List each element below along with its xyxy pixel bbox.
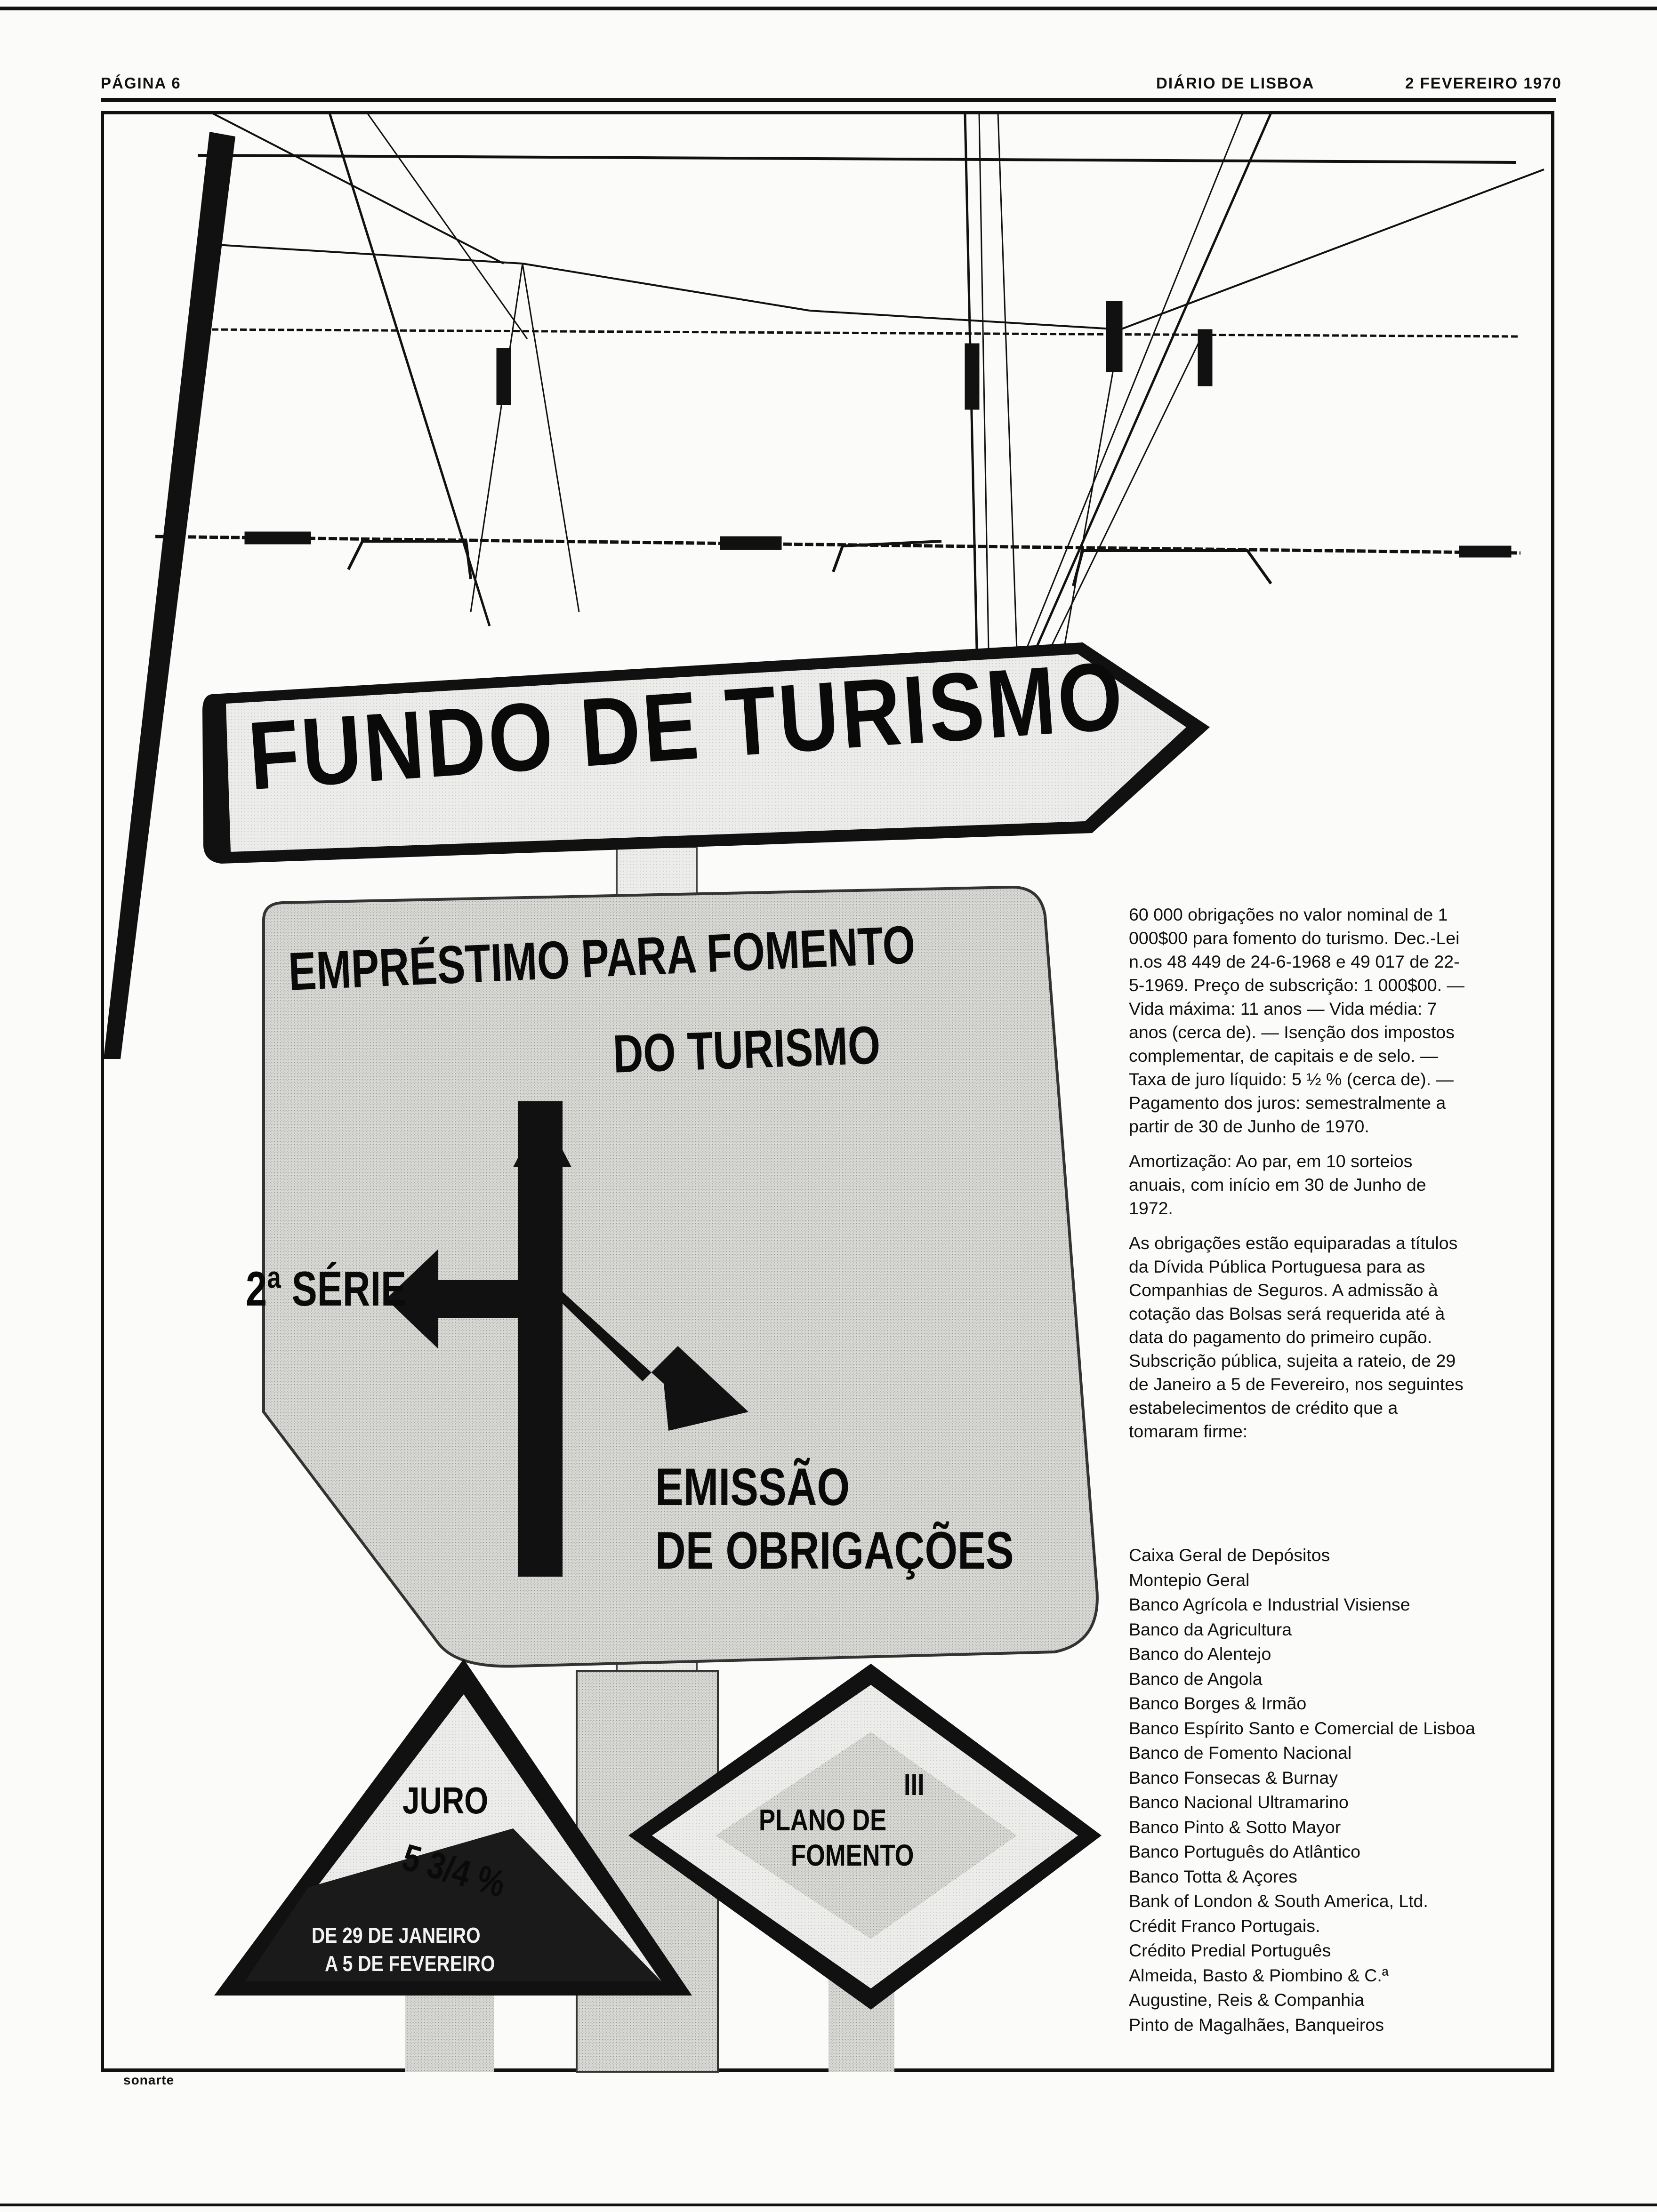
bank-item: Banco do Alentejo: [1129, 1644, 1271, 1664]
bank-item: Banco Pinto & Sotto Mayor: [1129, 1817, 1341, 1837]
wire: [523, 264, 810, 311]
registration-arm: [348, 541, 471, 579]
bank-item: Banco da Agricultura: [1129, 1619, 1292, 1639]
catenary-pole: [104, 132, 235, 1059]
wire: [471, 264, 523, 612]
insulator: [965, 344, 979, 409]
bank-item: Banco Nacional Ultramarino: [1129, 1792, 1349, 1812]
subscription-paragraph: As obrigações estão equiparadas a títulos da Dívida Pública Portuguesa para as Companhias de Seguros. A admissão à cotação das Bolsas será requerida até à data do pagamento do primeiro cupão. Subscrição pública, sujeita a rateio, de 29 de Janeiro a 5 de Fevereiro, nos seguintes estabelecimentos de crédito que a tomaram firme:: [1129, 1233, 1464, 1441]
wire: [198, 155, 1516, 162]
registration-arm: [1073, 551, 1271, 586]
wire: [523, 264, 579, 612]
interest-label: JURO: [402, 1779, 489, 1821]
wire: [979, 113, 989, 649]
insulator: [720, 537, 781, 550]
bank-item: Banco Espírito Santo e Comercial de Lisboa: [1129, 1718, 1475, 1738]
page-label: PÁGINA 6: [101, 74, 181, 92]
bank-item: Banco Fonsecas & Burnay: [1129, 1767, 1338, 1787]
bank-item: Augustine, Reis & Companhia: [1129, 1990, 1365, 2010]
wire: [998, 113, 1017, 649]
subscription-period-line2: A 5 DE FEVEREIRO: [325, 1951, 495, 1976]
insulator: [1198, 329, 1212, 386]
amortization-paragraph: Amortização: Ao par, em 10 sorteios anuais, com início em 30 de Junho de 1972.: [1129, 1151, 1426, 1218]
insulator: [1106, 301, 1122, 372]
wire: [1050, 329, 1205, 649]
interest-rate: 5 3/4 %: [398, 1835, 510, 1905]
bank-item: Crédito Predial Português: [1129, 1940, 1331, 1960]
bank-item: Crédit Franco Portugais.: [1129, 1915, 1320, 1936]
insulator: [245, 532, 311, 544]
bank-item: Pinto de Magalhães, Banqueiros: [1129, 2014, 1384, 2035]
wire: [367, 113, 527, 339]
bank-item: Banco Português do Atlântico: [1129, 1842, 1361, 1861]
wire: [330, 113, 490, 626]
agency-credit: sonarte: [123, 2073, 175, 2087]
wire: [810, 311, 1120, 329]
wire: [217, 245, 523, 264]
bank-item: Banco Totta & Açores: [1129, 1866, 1297, 1886]
plan-line1: III: [904, 1768, 925, 1802]
loan-details: [1129, 903, 1468, 1454]
subscription-period-line1: DE 29 DE JANEIRO: [312, 1923, 481, 1948]
insulator: [497, 348, 511, 405]
bank-item: Almeida, Basto & Piombino & C.ª: [1129, 1965, 1389, 1985]
loan-terms-paragraph: 60 000 obrigações no valor nominal de 1 000$00 para fomento do turismo. Dec.-Lei n.os 48 449 de 24-6-1968 e 49 017 de 22-5-1969. Preço de subscrição: 1 000$00. — Vida máxima: 11 anos — Vida média: 7 anos (cerca de). — Isenção dos impostos complementar, de capitais e de selo. — Taxa de juro líquido: 5 ½ % (cerca de). — Pagamento dos juros: semestralmente a partir de 30 de Junho de 1970.: [1129, 905, 1464, 1136]
bank-item: Banco de Fomento Nacional: [1129, 1743, 1352, 1763]
bank-item: Banco Borges & Irmão: [1129, 1693, 1307, 1713]
bank-item: Banco de Angola: [1129, 1668, 1263, 1689]
loan-title-line1: EMPRÉSTIMO PARA FOMENTO: [287, 914, 917, 1002]
series-label: 2ª SÉRIE: [246, 1262, 407, 1316]
main-sign-title: FUNDO DE TURISMO: [245, 641, 1128, 810]
bank-list: [1129, 1543, 1496, 2037]
bottom-rule: [0, 2204, 1657, 2206]
issue-date: 2 FEVEREIRO 1970: [1405, 74, 1562, 92]
insulator: [1459, 546, 1511, 557]
loan-title-line2: DO TURISMO: [612, 1015, 882, 1084]
issue-line1: EMISSÃO: [655, 1458, 850, 1516]
newspaper-name: DIÁRIO DE LISBOA: [1156, 74, 1315, 92]
bank-item: Montepio Geral: [1129, 1570, 1250, 1590]
plan-line3: FOMENTO: [791, 1838, 914, 1872]
bank-item: Banco Agrícola e Industrial Visiense: [1129, 1595, 1410, 1614]
wire: [1120, 169, 1544, 329]
bank-item: Bank of London & South America, Ltd.: [1129, 1891, 1428, 1911]
issue-line2: DE OBRIGAÇÕES: [655, 1521, 1014, 1580]
wire: [1036, 113, 1271, 649]
bank-item: Caixa Geral de Depósitos: [1129, 1545, 1330, 1565]
plan-line2: PLANO DE: [759, 1803, 887, 1837]
wire: [212, 113, 504, 264]
